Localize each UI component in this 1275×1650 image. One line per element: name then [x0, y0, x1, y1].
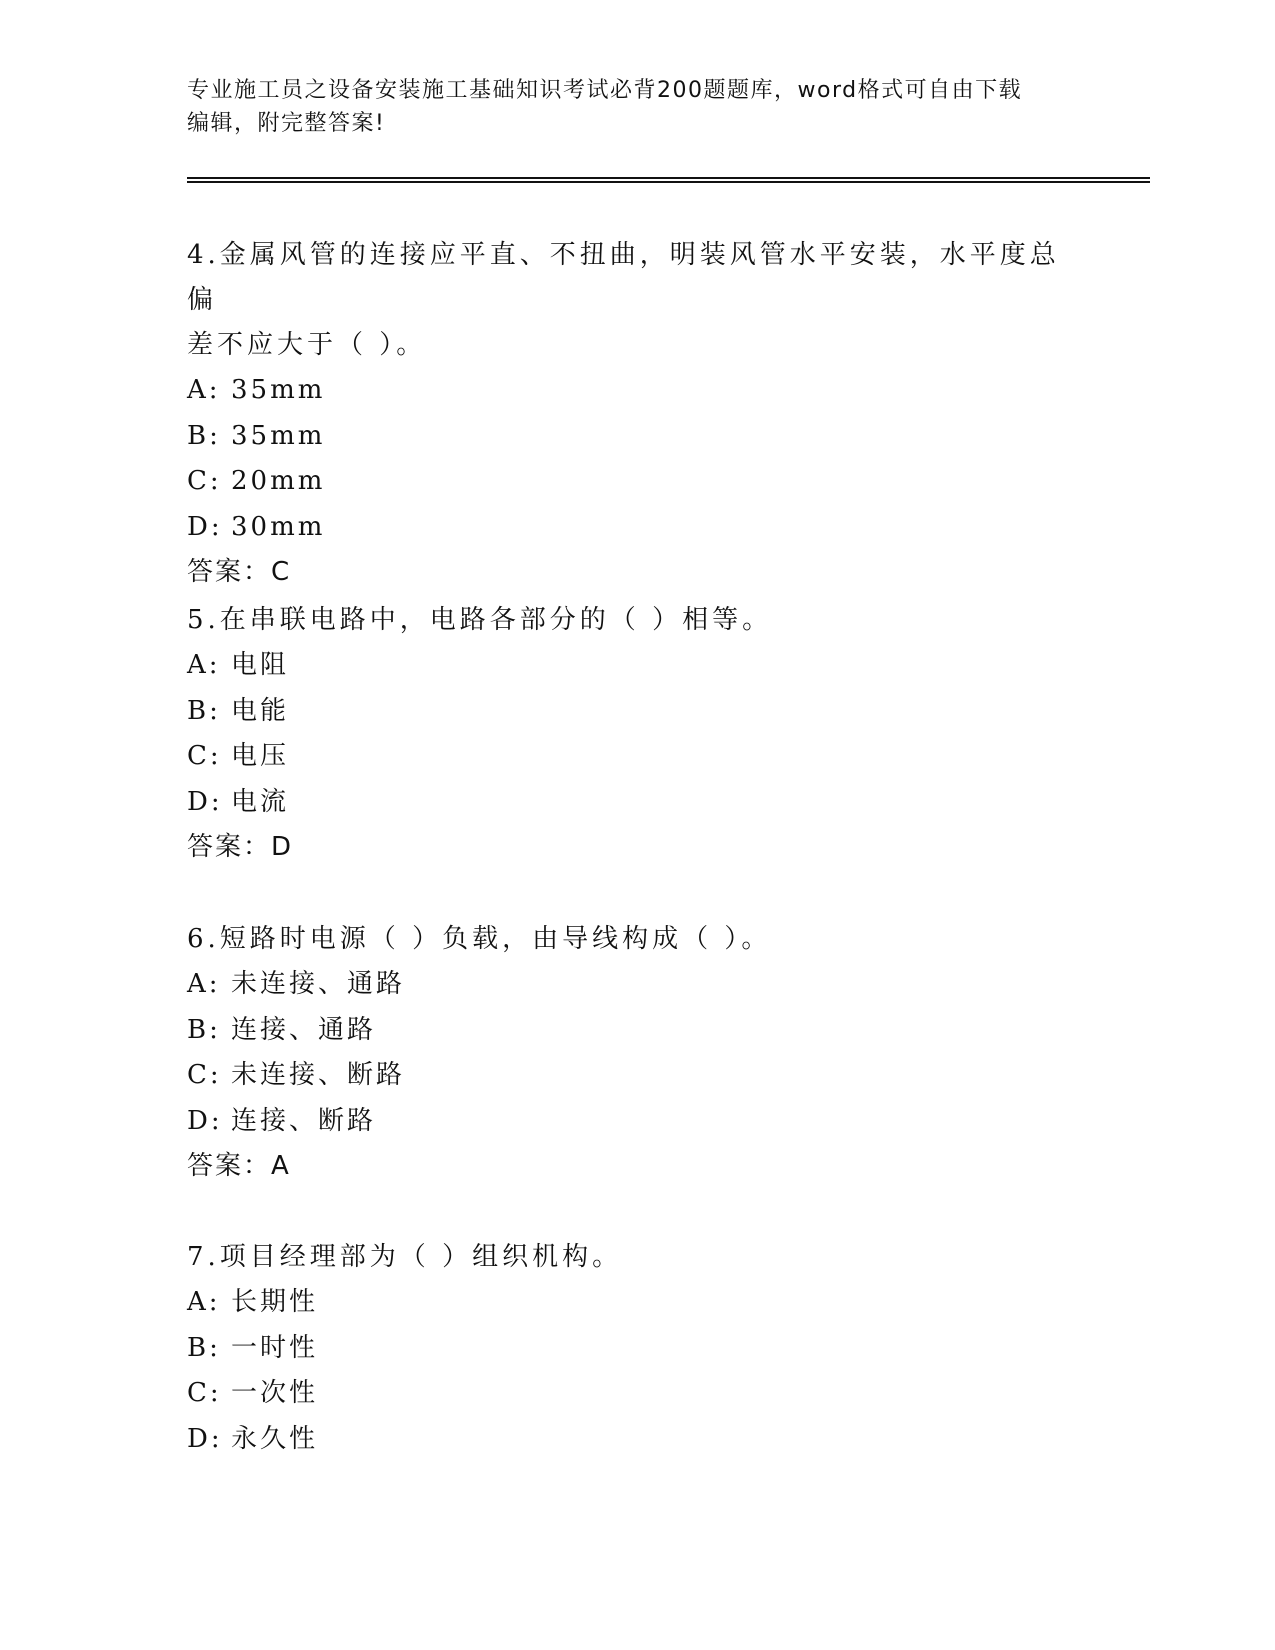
question-6	[187, 917, 1087, 1190]
option-text: 长期性	[231, 1287, 319, 1317]
option-c	[187, 1371, 1087, 1417]
option-text: 未连接、断路	[231, 1060, 406, 1090]
option-c	[187, 734, 1087, 780]
header-divider-bottom	[187, 181, 1150, 183]
option-letter: C:	[187, 741, 222, 771]
option-b	[187, 1326, 1087, 1372]
option-d	[187, 505, 1087, 551]
document-header	[187, 74, 1087, 140]
option-text: 永久性	[231, 1423, 319, 1454]
option-letter: B:	[187, 420, 221, 451]
option-a	[187, 643, 1087, 689]
option-a	[187, 1280, 1087, 1326]
question-7	[187, 1235, 1087, 1462]
option-text: 电能	[231, 695, 290, 726]
option-letter: D:	[187, 786, 223, 817]
option-text: 未连接、通路	[231, 969, 406, 999]
option-text: 电压	[231, 741, 290, 771]
question-text: 6.短路时电源（ ）负载，由导线构成（ ）。	[187, 924, 772, 954]
option-letter: A:	[187, 1287, 221, 1317]
header-line-1: 专业施工员之设备安装施工基础知识考试必背200题题库，word格式可自由下载	[187, 78, 1023, 103]
question-text: 5.在串联电路中，电路各部分的（ ）相等。	[187, 605, 773, 635]
option-text: 20mm	[231, 466, 326, 496]
option-text: 一时性	[231, 1332, 319, 1363]
answer-line: 答案：D	[187, 832, 294, 862]
option-text: 一次性	[231, 1378, 319, 1408]
option-c	[187, 1053, 1087, 1099]
option-letter: C:	[187, 466, 222, 496]
option-a	[187, 368, 1087, 414]
header-divider-top	[187, 177, 1150, 179]
option-letter: D:	[187, 511, 223, 542]
option-letter: B:	[187, 1332, 221, 1363]
option-text: 电流	[231, 786, 290, 817]
option-letter: D:	[187, 1423, 223, 1454]
answer-line: 答案：A	[187, 1151, 291, 1181]
option-d	[187, 1417, 1087, 1463]
option-text: 连接、通路	[231, 1014, 377, 1045]
option-c	[187, 459, 1087, 505]
question-text: 4.金属风管的连接应平直、不扭曲，明装风管水平安装，水平度总偏	[187, 240, 1060, 315]
option-text: 30mm	[231, 511, 326, 542]
option-b	[187, 414, 1087, 460]
option-d	[187, 1099, 1087, 1145]
option-letter: B:	[187, 695, 221, 726]
option-letter: C:	[187, 1378, 222, 1408]
option-letter: A:	[187, 650, 221, 680]
question-5	[187, 598, 1087, 871]
option-letter: A:	[187, 969, 221, 999]
option-a	[187, 962, 1087, 1008]
option-b	[187, 1008, 1087, 1054]
option-letter: D:	[187, 1105, 223, 1136]
question-text: 7.项目经理部为（ ）组织机构。	[187, 1242, 623, 1272]
option-text: 35mm	[231, 375, 326, 405]
option-letter: C:	[187, 1060, 222, 1090]
answer-line: 答案：C	[187, 557, 292, 587]
option-letter: B:	[187, 1014, 221, 1045]
option-text: 电阻	[231, 650, 290, 680]
option-d	[187, 780, 1087, 826]
option-letter: A:	[187, 375, 221, 405]
option-b	[187, 689, 1087, 735]
option-text: 连接、断路	[231, 1105, 377, 1136]
question-text-continued: 差不应大于（ ）。	[187, 330, 427, 360]
question-4	[187, 233, 1087, 596]
option-text: 35mm	[231, 420, 326, 451]
header-line-2: 编辑，附完整答案!	[187, 111, 386, 136]
